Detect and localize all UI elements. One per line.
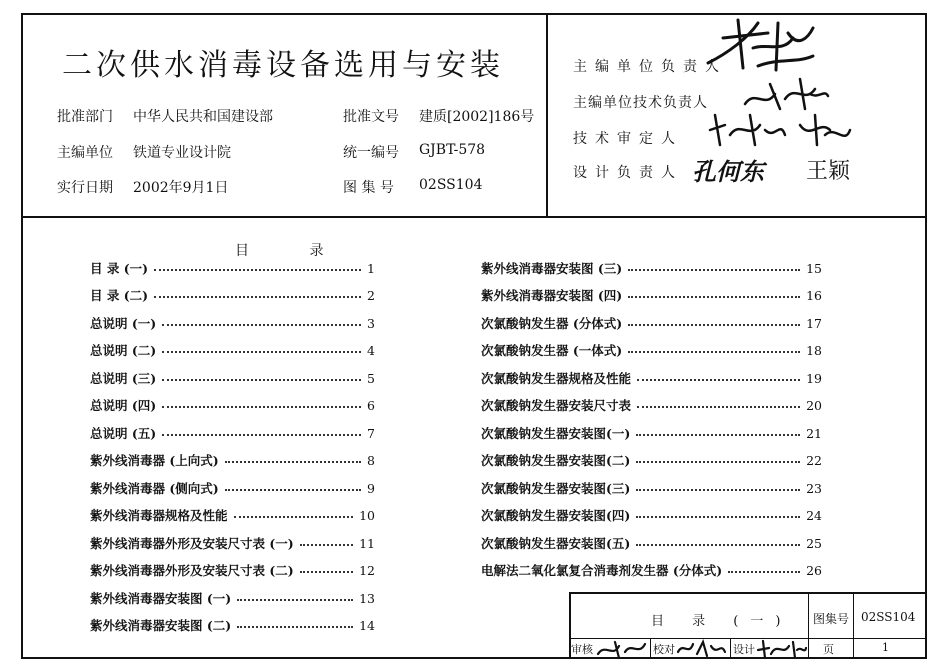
toc-item[interactable]: 紫外线消毒器安装图 (二) 14 bbox=[90, 617, 375, 633]
leader-dots bbox=[628, 324, 800, 326]
unified-number-label: 统一编号 bbox=[343, 145, 399, 161]
unified-number-value: GJBT-578 bbox=[419, 142, 486, 158]
header-vertical-divider bbox=[546, 13, 548, 217]
design-lead-label: 设计负责人 bbox=[573, 165, 683, 181]
leader-dots bbox=[628, 351, 800, 353]
toc-item[interactable]: 总说明 (五) 7 bbox=[90, 425, 375, 441]
effective-date-label: 实行日期 bbox=[57, 180, 113, 196]
review-signature bbox=[595, 638, 647, 660]
approval-doc-label: 批准文号 bbox=[343, 109, 399, 125]
leader-dots bbox=[636, 461, 800, 463]
toc-item[interactable]: 总说明 (二) 4 bbox=[90, 342, 375, 358]
toc-item[interactable]: 电解法二氧化氯复合消毒剂发生器 (分体式) 26 bbox=[481, 562, 822, 578]
leader-dots bbox=[154, 296, 361, 298]
editor-unit-value: 铁道专业设计院 bbox=[133, 145, 231, 161]
page-number: 1 bbox=[882, 641, 889, 654]
leader-dots bbox=[636, 516, 800, 518]
sheet-title: 目 录 (一) bbox=[651, 614, 793, 629]
approval-dept-value: 中华人民共和国建设部 bbox=[133, 109, 273, 125]
approval-doc-value: 建质[2002]186号 bbox=[419, 109, 535, 125]
tech-lead-signature bbox=[740, 74, 830, 114]
leader-dots bbox=[162, 434, 361, 436]
design-signature bbox=[755, 638, 807, 660]
toc-item[interactable]: 紫外线消毒器外形及安装尺寸表 (一) 11 bbox=[90, 535, 375, 551]
toc-item[interactable]: 次氯酸钠发生器 (分体式) 17 bbox=[481, 315, 822, 331]
design-lead-signature-1: 孔何东 bbox=[692, 157, 764, 186]
leader-dots bbox=[636, 544, 800, 546]
chief-editor-signature bbox=[698, 8, 818, 78]
toc-item[interactable]: 次氯酸钠发生器 (一体式) 18 bbox=[481, 342, 822, 358]
approval-dept-label: 批准部门 bbox=[57, 109, 113, 125]
toc-item[interactable]: 紫外线消毒器安装图 (四) 16 bbox=[481, 287, 822, 303]
leader-dots bbox=[225, 461, 361, 463]
leader-dots bbox=[628, 269, 800, 271]
leader-dots bbox=[237, 599, 353, 601]
toc-heading: 目 录 bbox=[235, 243, 352, 259]
atlas-number-label: 图 集 号 bbox=[343, 180, 394, 196]
toc-item[interactable]: 次氯酸钠发生器安装图(一) 21 bbox=[481, 425, 822, 441]
toc-item[interactable]: 紫外线消毒器外形及安装尺寸表 (二) 12 bbox=[90, 562, 375, 578]
atlas-no-label: 图集号 bbox=[813, 612, 850, 626]
toc-item[interactable]: 次氯酸钠发生器安装尺寸表 20 bbox=[481, 397, 822, 413]
leader-dots bbox=[628, 296, 800, 298]
leader-dots bbox=[636, 434, 800, 436]
tech-reviewer-label: 技术审定人 bbox=[573, 131, 683, 147]
tech-lead-label: 主编单位技术负责人 bbox=[573, 95, 708, 111]
toc-item[interactable]: 目 录 (二) 2 bbox=[90, 287, 375, 303]
toc-item[interactable]: 次氯酸钠发生器安装图(四) 24 bbox=[481, 507, 822, 523]
leader-dots bbox=[636, 489, 800, 491]
toc-item[interactable]: 紫外线消毒器安装图 (一) 13 bbox=[90, 590, 375, 606]
toc-item[interactable]: 次氯酸钠发生器安装图(二) 22 bbox=[481, 452, 822, 468]
leader-dots bbox=[237, 626, 353, 628]
toc-item[interactable]: 次氯酸钠发生器安装图(五) 25 bbox=[481, 535, 822, 551]
toc-item[interactable]: 紫外线消毒器规格及性能 10 bbox=[90, 507, 375, 523]
effective-date-value: 2002年9月1日 bbox=[133, 180, 229, 196]
toc-item[interactable]: 次氯酸钠发生器安装图(三) 23 bbox=[481, 480, 822, 496]
check-label: 校对 bbox=[653, 643, 675, 656]
editor-unit-label: 主编单位 bbox=[57, 145, 113, 161]
leader-dots bbox=[300, 571, 353, 573]
leader-dots bbox=[637, 379, 800, 381]
toc-item[interactable]: 总说明 (三) 5 bbox=[90, 370, 375, 386]
design-lead-signature-2: 王颖 bbox=[806, 159, 851, 184]
leader-dots bbox=[728, 571, 800, 573]
leader-dots bbox=[300, 544, 353, 546]
design-label: 设计 bbox=[733, 643, 755, 656]
toc-item[interactable]: 总说明 (四) 6 bbox=[90, 397, 375, 413]
title-block-col-divider bbox=[853, 592, 854, 659]
page-label: 页 bbox=[823, 643, 834, 656]
tech-reviewer-signature bbox=[705, 110, 855, 150]
toc-item[interactable]: 紫外线消毒器安装图 (三) 15 bbox=[481, 260, 822, 276]
check-signature bbox=[675, 638, 727, 660]
toc-item[interactable]: 总说明 (一) 3 bbox=[90, 315, 375, 331]
title-block-cell-divider bbox=[730, 638, 731, 659]
toc-item[interactable]: 紫外线消毒器 (侧向式) 9 bbox=[90, 480, 375, 496]
leader-dots bbox=[162, 324, 361, 326]
leader-dots bbox=[162, 379, 361, 381]
title-block-cell-divider bbox=[650, 638, 651, 659]
review-label: 审核 bbox=[571, 643, 593, 656]
toc-item[interactable]: 紫外线消毒器 (上向式) 8 bbox=[90, 452, 375, 468]
toc-item[interactable]: 次氯酸钠发生器规格及性能 19 bbox=[481, 370, 822, 386]
atlas-title: 二次供水消毒设备选用与安装 bbox=[62, 48, 504, 83]
leader-dots bbox=[637, 406, 800, 408]
leader-dots bbox=[154, 269, 361, 271]
leader-dots bbox=[234, 516, 354, 518]
atlas-no-value: 02SS104 bbox=[861, 610, 916, 624]
leader-dots bbox=[162, 351, 361, 353]
leader-dots bbox=[225, 489, 361, 491]
header-divider bbox=[21, 216, 927, 218]
leader-dots bbox=[162, 406, 361, 408]
chief-editor-label: 主编单位负责人 bbox=[573, 59, 727, 75]
title-block-col-divider bbox=[808, 592, 809, 659]
toc-item[interactable]: 目 录 (一) 1 bbox=[90, 260, 375, 276]
atlas-number-value: 02SS104 bbox=[419, 177, 483, 193]
